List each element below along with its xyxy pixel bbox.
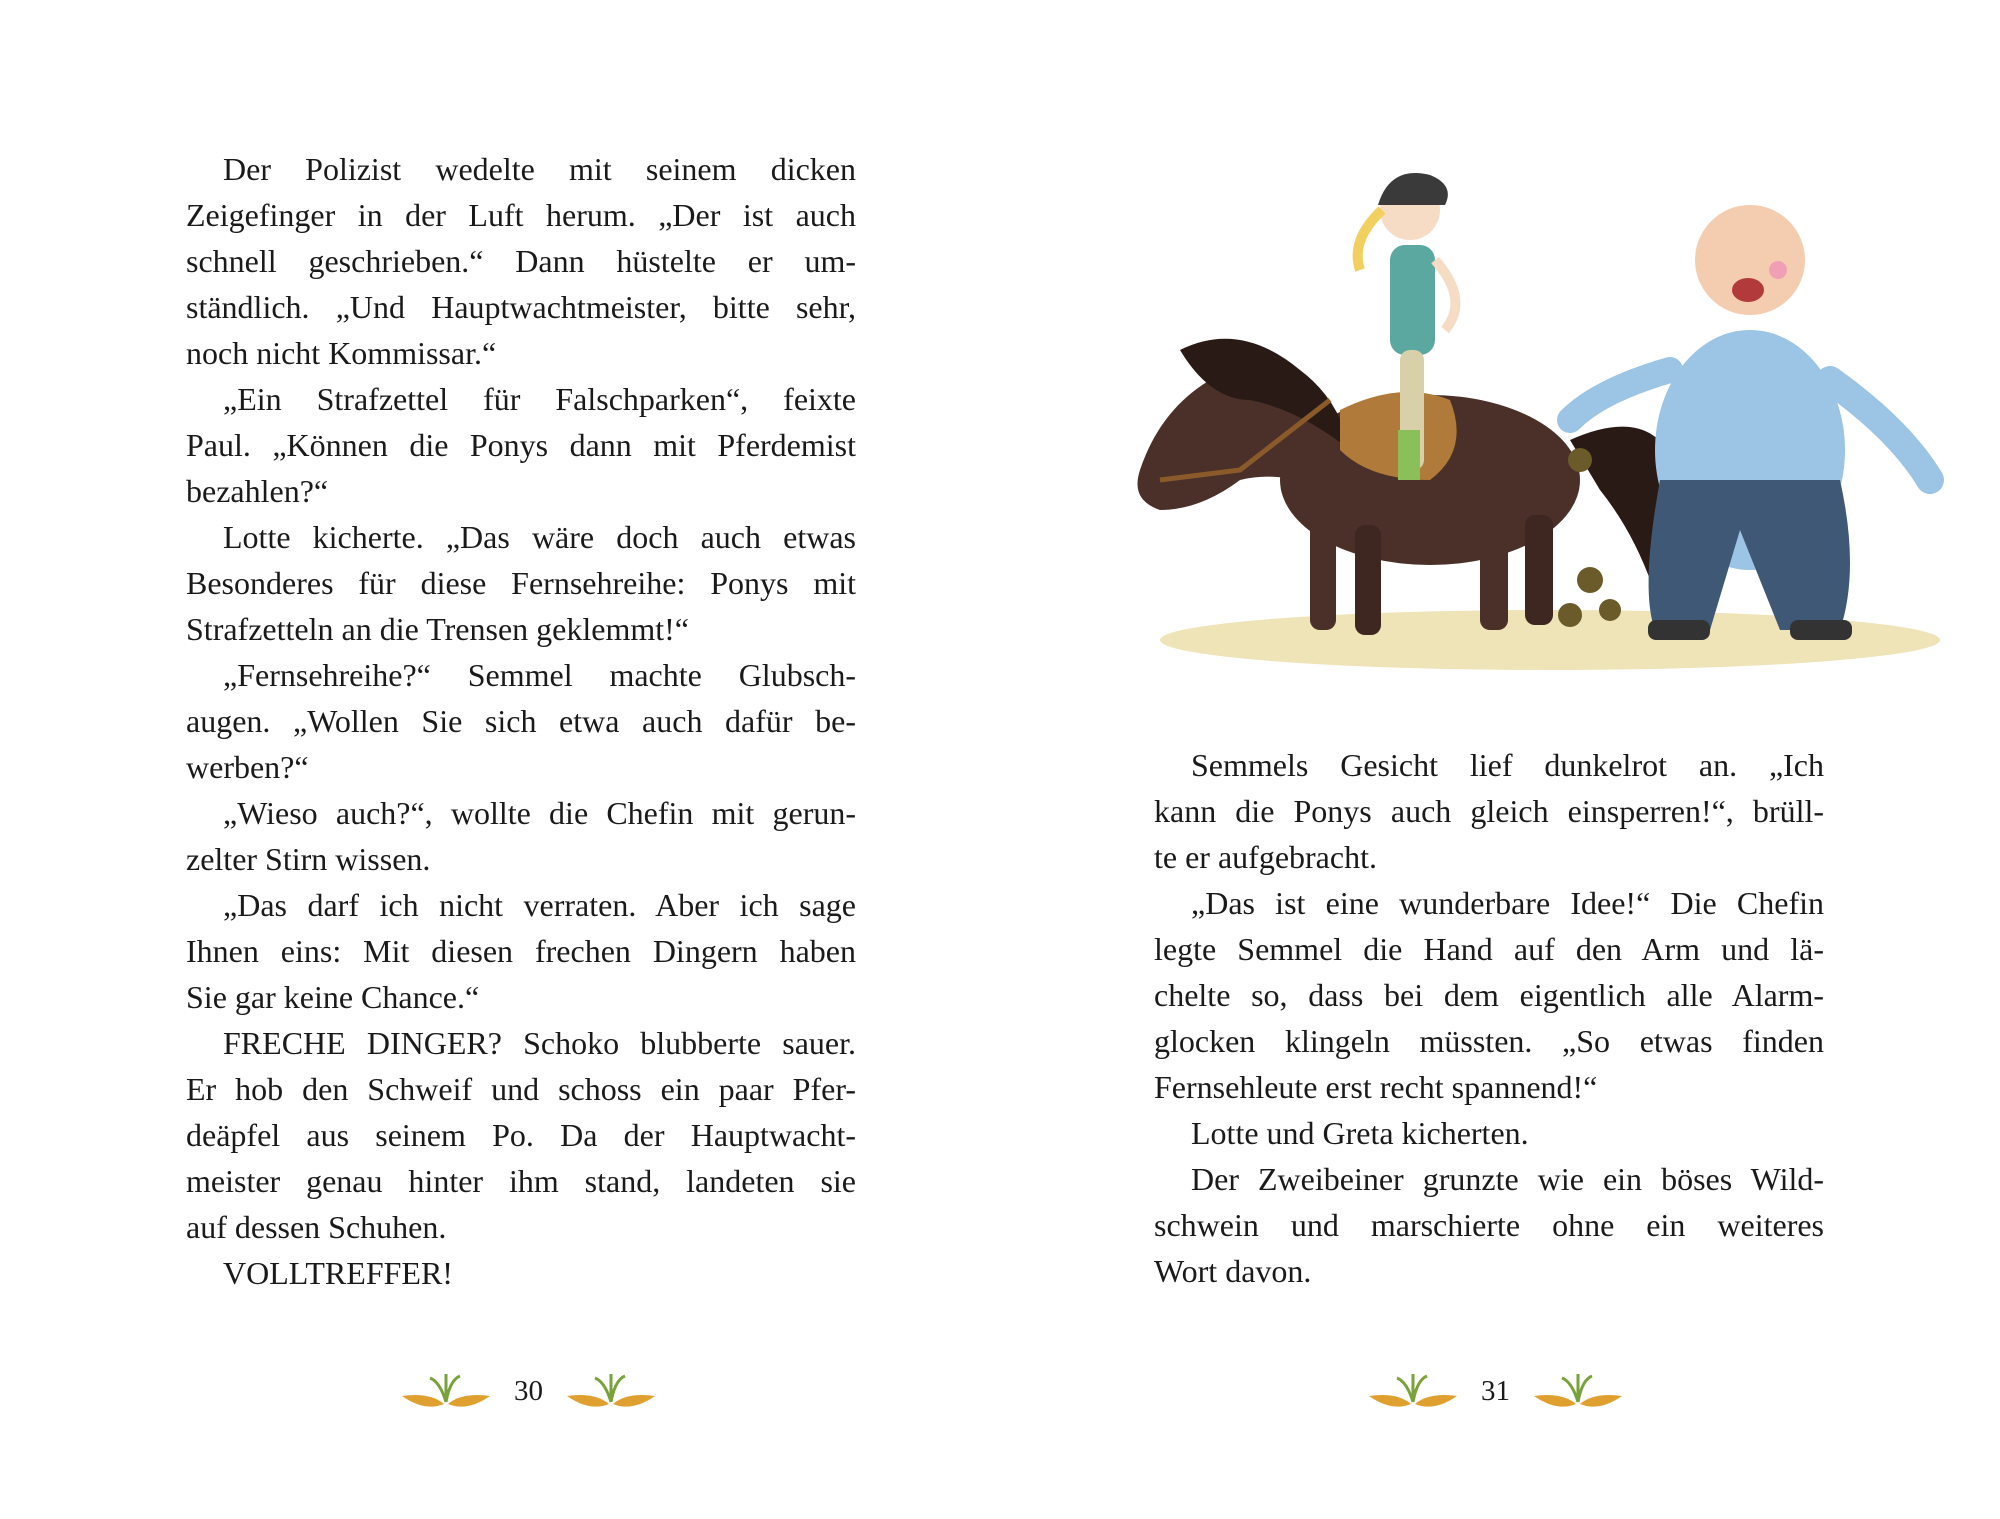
text-line: Strafzetteln an die Trensen geklemmt!“: [186, 611, 689, 647]
text-line: Der Polizist wedelte mit seinem dicken: [223, 151, 856, 187]
paragraph: [186, 790, 856, 882]
text-line: augen. „Wollen Sie sich etwa auch dafür be-: [186, 703, 856, 739]
carrot-ornament-icon: [565, 1368, 657, 1414]
text-line: VOLLTREFFER!: [223, 1255, 453, 1291]
paragraph: [186, 146, 856, 376]
text-line: ständlich. „Und Hauptwachtmeister, bitte sehr,: [186, 289, 856, 325]
text-line: Zeigefinger in der Luft herum. „Der ist auch: [186, 197, 856, 233]
pony-girl-policeman-illustration: [1100, 150, 1964, 690]
text-line: werben?“: [186, 749, 309, 785]
page-number: 31: [1481, 1374, 1510, 1407]
paragraph: [186, 1020, 856, 1250]
text-line: Der Zweibeiner grunzte wie ein böses Wild-: [1191, 1161, 1824, 1197]
text-line: Ihnen eins: Mit diesen frechen Dingern haben: [186, 933, 856, 969]
carrot-ornament-icon: [400, 1368, 492, 1414]
paragraph: [186, 882, 856, 1020]
text-line: FRECHE DINGER? Schoko blubberte sauer.: [223, 1025, 856, 1061]
paragraph: [1154, 1156, 1824, 1294]
left-page-text: [186, 146, 856, 1296]
text-line: auf dessen Schuhen.: [186, 1209, 447, 1245]
text-line: te er aufgebracht.: [1154, 839, 1377, 875]
text-line: Sie gar keine Chance.“: [186, 979, 480, 1015]
text-line: Er hob den Schweif und schoss ein paar Pfer-: [186, 1071, 856, 1107]
text-line: „Fernsehreihe?“ Semmel machte Glubsch-: [223, 657, 856, 693]
text-line: schwein und marschierte ohne ein weiteres: [1154, 1207, 1824, 1243]
carrot-ornament-icon: [1532, 1368, 1624, 1414]
text-line: deäpfel aus seinem Po. Da der Hauptwacht-: [186, 1117, 856, 1153]
text-line: schnell geschrieben.“ Dann hüstelte er um-: [186, 243, 856, 279]
carrot-ornament-icon: [1367, 1368, 1459, 1414]
text-line: Lotte und Greta kicherten.: [1191, 1115, 1529, 1151]
text-line: Paul. „Können die Ponys dann mit Pferdemist: [186, 427, 856, 463]
text-line: bezahlen?“: [186, 473, 329, 509]
paragraph: [186, 652, 856, 790]
paragraph: [186, 376, 856, 514]
paragraph: [1154, 742, 1824, 880]
policeman: [1570, 205, 1930, 640]
text-line: „Das darf ich nicht verraten. Aber ich sage: [223, 887, 856, 923]
text-line: Lotte kicherte. „Das wäre doch auch etwas: [223, 519, 856, 555]
text-line: „Wieso auch?“, wollte die Chefin mit gerun-: [223, 795, 856, 831]
text-line: noch nicht Kommissar.“: [186, 335, 497, 371]
paragraph: [1154, 880, 1824, 1110]
text-line: Fernsehleute erst recht spannend!“: [1154, 1069, 1598, 1105]
text-line: „Das ist eine wunderbare Idee!“ Die Chefin: [1191, 885, 1824, 921]
text-line: „Ein Strafzettel für Falschparken“, feixte: [223, 381, 856, 417]
page-number-right: [1367, 1368, 1624, 1414]
page-number-left: [400, 1368, 657, 1414]
right-page-text: [1154, 742, 1824, 1294]
text-line: glocken klingeln müssten. „So etwas finden: [1154, 1023, 1824, 1059]
paragraph: [186, 514, 856, 652]
text-line: Besonderes für diese Fernsehreihe: Ponys mit: [186, 565, 856, 601]
text-line: Semmels Gesicht lief dunkelrot an. „Ich: [1191, 747, 1824, 783]
text-line: legte Semmel die Hand auf den Arm und lä-: [1154, 931, 1824, 967]
paragraph: [1154, 1110, 1824, 1156]
paragraph: [186, 1250, 856, 1296]
text-line: meister genau hinter ihm stand, landeten sie: [186, 1163, 856, 1199]
text-line: Wort davon.: [1154, 1253, 1312, 1289]
text-line: zelter Stirn wissen.: [186, 841, 431, 877]
page-number: 30: [514, 1374, 543, 1407]
text-line: kann die Ponys auch gleich einsperren!“, brüll-: [1154, 793, 1824, 829]
text-line: chelte so, dass bei dem eigentlich alle Alarm-: [1154, 977, 1824, 1013]
